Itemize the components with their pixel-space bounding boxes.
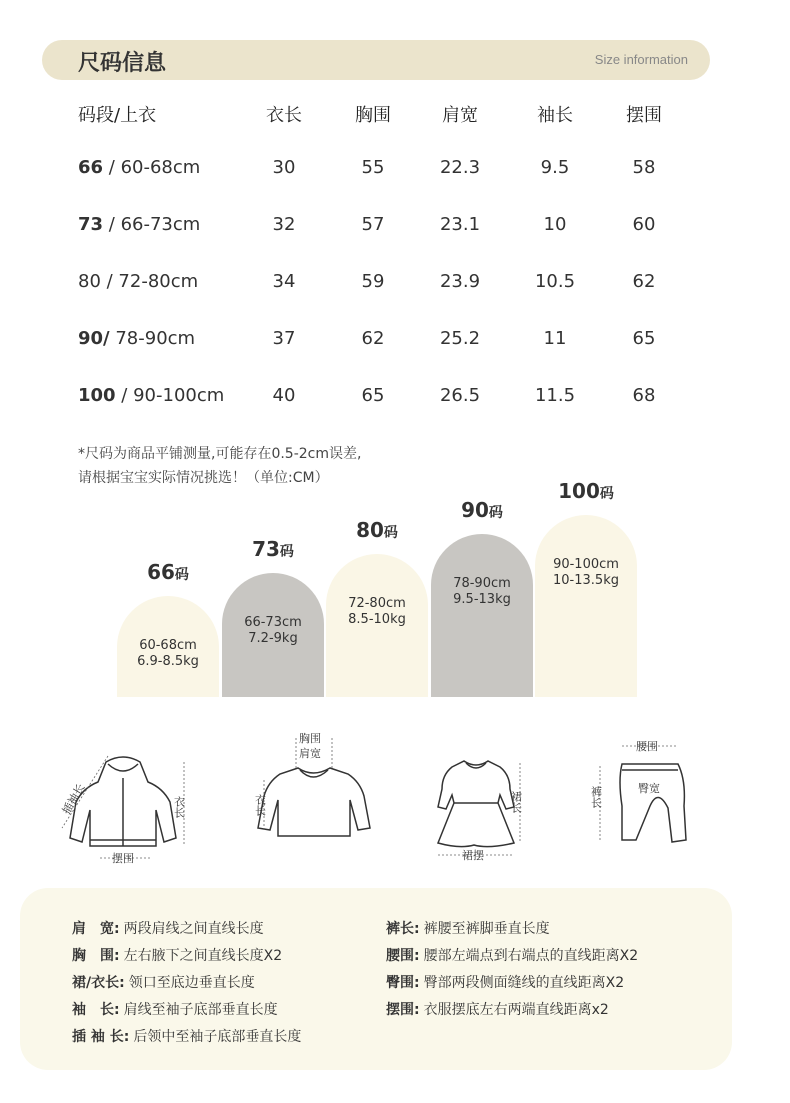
size-bar-unit: 码 (488, 505, 503, 521)
sweater-diagram-icon (250, 730, 380, 842)
size-bar-weight: 9.5-13kg (453, 592, 511, 607)
definition-item (72, 945, 282, 965)
size-code: 73 (78, 214, 104, 235)
size-code: 100 (78, 385, 116, 406)
table-cell: 68 (632, 385, 656, 406)
hoodie-sleeve-label: 插袖长 (59, 781, 88, 817)
size-code: 66 (78, 157, 104, 178)
size-bar-number: 66 (147, 560, 175, 584)
size-range: / 90-100cm (115, 385, 225, 406)
size-range: / 66-73cm (103, 214, 201, 235)
dress-hem-label: 裙摆 (462, 849, 484, 862)
sweater-length-label: 衣长 (253, 794, 267, 816)
definition-desc: 肩线至袖子底部垂直长度 (123, 1002, 278, 1018)
size-bar-number: 80 (356, 518, 384, 542)
size-bar-text (431, 576, 533, 608)
definition-item (386, 999, 609, 1019)
definition-term: 裤长: (386, 921, 420, 937)
hoodie-length-label: 衣长 (172, 796, 186, 818)
note-line: 请根据宝宝实际情况挑选！（单位:CM） (78, 470, 329, 486)
table-cell: 11.5 (534, 385, 576, 406)
size-range: 78-90cm (109, 328, 196, 349)
table-cell: 23.9 (439, 271, 481, 292)
size-bar-90 (431, 534, 533, 697)
size-bar-weight: 7.2-9kg (248, 631, 298, 646)
table-cell: 60 (632, 214, 656, 235)
table-cell: 37 (272, 328, 296, 349)
table-header-cell: 摆围 (626, 105, 662, 126)
table-cell: 34 (272, 271, 296, 292)
size-bar-number: 90 (461, 498, 489, 522)
table-cell: 30 (272, 157, 296, 178)
table-header-cell: 袖长 (537, 105, 573, 126)
table-header-cell: 胸围 (355, 105, 391, 126)
definition-item (72, 1026, 301, 1046)
size-bar-label (223, 537, 323, 561)
pants-waist-label: 腰围 (636, 740, 658, 753)
table-cell: 62 (361, 328, 385, 349)
dress-length-label: 裙长 (509, 791, 523, 813)
size-bar-text (535, 557, 637, 589)
definition-term: 袖 长: (72, 1002, 120, 1018)
table-cell: 32 (272, 214, 296, 235)
table-cell: 23.1 (439, 214, 481, 235)
hoodie-diagram-icon (48, 752, 198, 868)
page-subtitle: Size information (594, 52, 688, 67)
definition-term: 胸 围: (72, 948, 120, 964)
table-cell: 57 (361, 214, 385, 235)
definition-term: 肩 宽: (72, 921, 120, 937)
pants-length-label: 裤长 (589, 786, 603, 808)
definition-item (386, 918, 550, 938)
table-cell: 40 (272, 385, 296, 406)
size-bar-text (326, 596, 428, 628)
dress-diagram-icon (424, 755, 534, 865)
definition-desc: 裤腰至裤脚垂直长度 (423, 921, 550, 937)
size-bar-label (327, 518, 427, 542)
table-cell: 58 (632, 157, 656, 178)
definition-desc: 两段肩线之间直线长度 (123, 921, 264, 937)
table-cell: 55 (361, 157, 385, 178)
table-cell: 11 (543, 328, 567, 349)
table-cell: 9.5 (540, 157, 570, 178)
definition-item (72, 972, 255, 992)
size-bar-100 (535, 515, 637, 697)
definition-term: 插 袖 长: (72, 1029, 130, 1045)
table-cell: 65 (361, 385, 385, 406)
definition-item (72, 999, 278, 1019)
size-bar-text (222, 615, 324, 647)
size-bar-unit: 码 (279, 544, 294, 560)
size-bar-label (432, 498, 532, 522)
definition-item (386, 972, 624, 992)
size-bar-height: 72-80cm (348, 596, 406, 611)
table-header-cell: 肩宽 (442, 105, 478, 126)
size-bar-weight: 8.5-10kg (348, 612, 406, 627)
table-cell: 10.5 (534, 271, 576, 292)
definition-term: 裙/衣长: (72, 975, 125, 991)
size-bar-73 (222, 573, 324, 697)
size-code: 80 (78, 271, 101, 292)
definition-term: 臀围: (386, 975, 420, 991)
size-code: 90/ (78, 328, 110, 349)
size-bar-height: 78-90cm (453, 576, 511, 591)
size-bar-80 (326, 554, 428, 697)
size-bar-height: 60-68cm (139, 638, 197, 653)
size-bar-weight: 10-13.5kg (553, 573, 619, 588)
table-cell: 59 (361, 271, 385, 292)
size-bar-text (117, 638, 219, 670)
pants-diagram-icon (586, 736, 696, 848)
table-cell: 65 (632, 328, 656, 349)
definition-desc: 臀部两段侧面缝线的直线距离X2 (423, 975, 625, 991)
table-cell: 25.2 (439, 328, 481, 349)
size-bar-unit: 码 (174, 567, 189, 583)
table-header-cell: 码段/上衣 (78, 105, 157, 126)
table-cell: 26.5 (439, 385, 481, 406)
size-bar-unit: 码 (599, 486, 614, 502)
size-bar-weight: 6.9-8.5kg (137, 654, 199, 669)
size-bar-number: 100 (558, 479, 600, 503)
definition-desc: 领口至底边垂直长度 (128, 975, 255, 991)
size-bar-number: 73 (252, 537, 280, 561)
size-bar-66 (117, 596, 219, 697)
size-bar-height: 66-73cm (244, 615, 302, 630)
size-bar-height: 90-100cm (553, 557, 619, 572)
definition-desc: 腰部左端点到右端点的直线距离X2 (423, 948, 639, 964)
table-cell: 62 (632, 271, 656, 292)
size-bar-unit: 码 (383, 525, 398, 541)
table-cell: 10 (543, 214, 567, 235)
table-cell: 22.3 (439, 157, 481, 178)
sweater-chest-label: 胸围 (299, 732, 321, 745)
size-range: / 72-80cm (100, 271, 199, 292)
page-title: 尺码信息 (78, 51, 167, 76)
definition-term: 摆围: (386, 1002, 420, 1018)
definition-item (386, 945, 638, 965)
size-bar-label (118, 560, 218, 584)
definition-desc: 左右腋下之间直线长度X2 (123, 948, 283, 964)
definition-desc: 后领中至袖子底部垂直长度 (133, 1029, 302, 1045)
table-header-cell: 衣长 (266, 105, 302, 126)
definition-item (72, 918, 264, 938)
pants-hip-label: 臀宽 (638, 782, 660, 795)
size-bar-label (536, 479, 636, 503)
hoodie-hem-label: 摆围 (112, 852, 134, 865)
definition-term: 腰围: (386, 948, 420, 964)
sweater-shoulder-label: 肩宽 (299, 747, 321, 760)
note-line: *尺码为商品平铺测量,可能存在0.5-2cm误差, (78, 446, 362, 462)
definition-desc: 衣服摆底左右两端直线距离x2 (423, 1002, 609, 1018)
definitions-panel (20, 888, 732, 1070)
size-range: / 60-68cm (103, 157, 201, 178)
